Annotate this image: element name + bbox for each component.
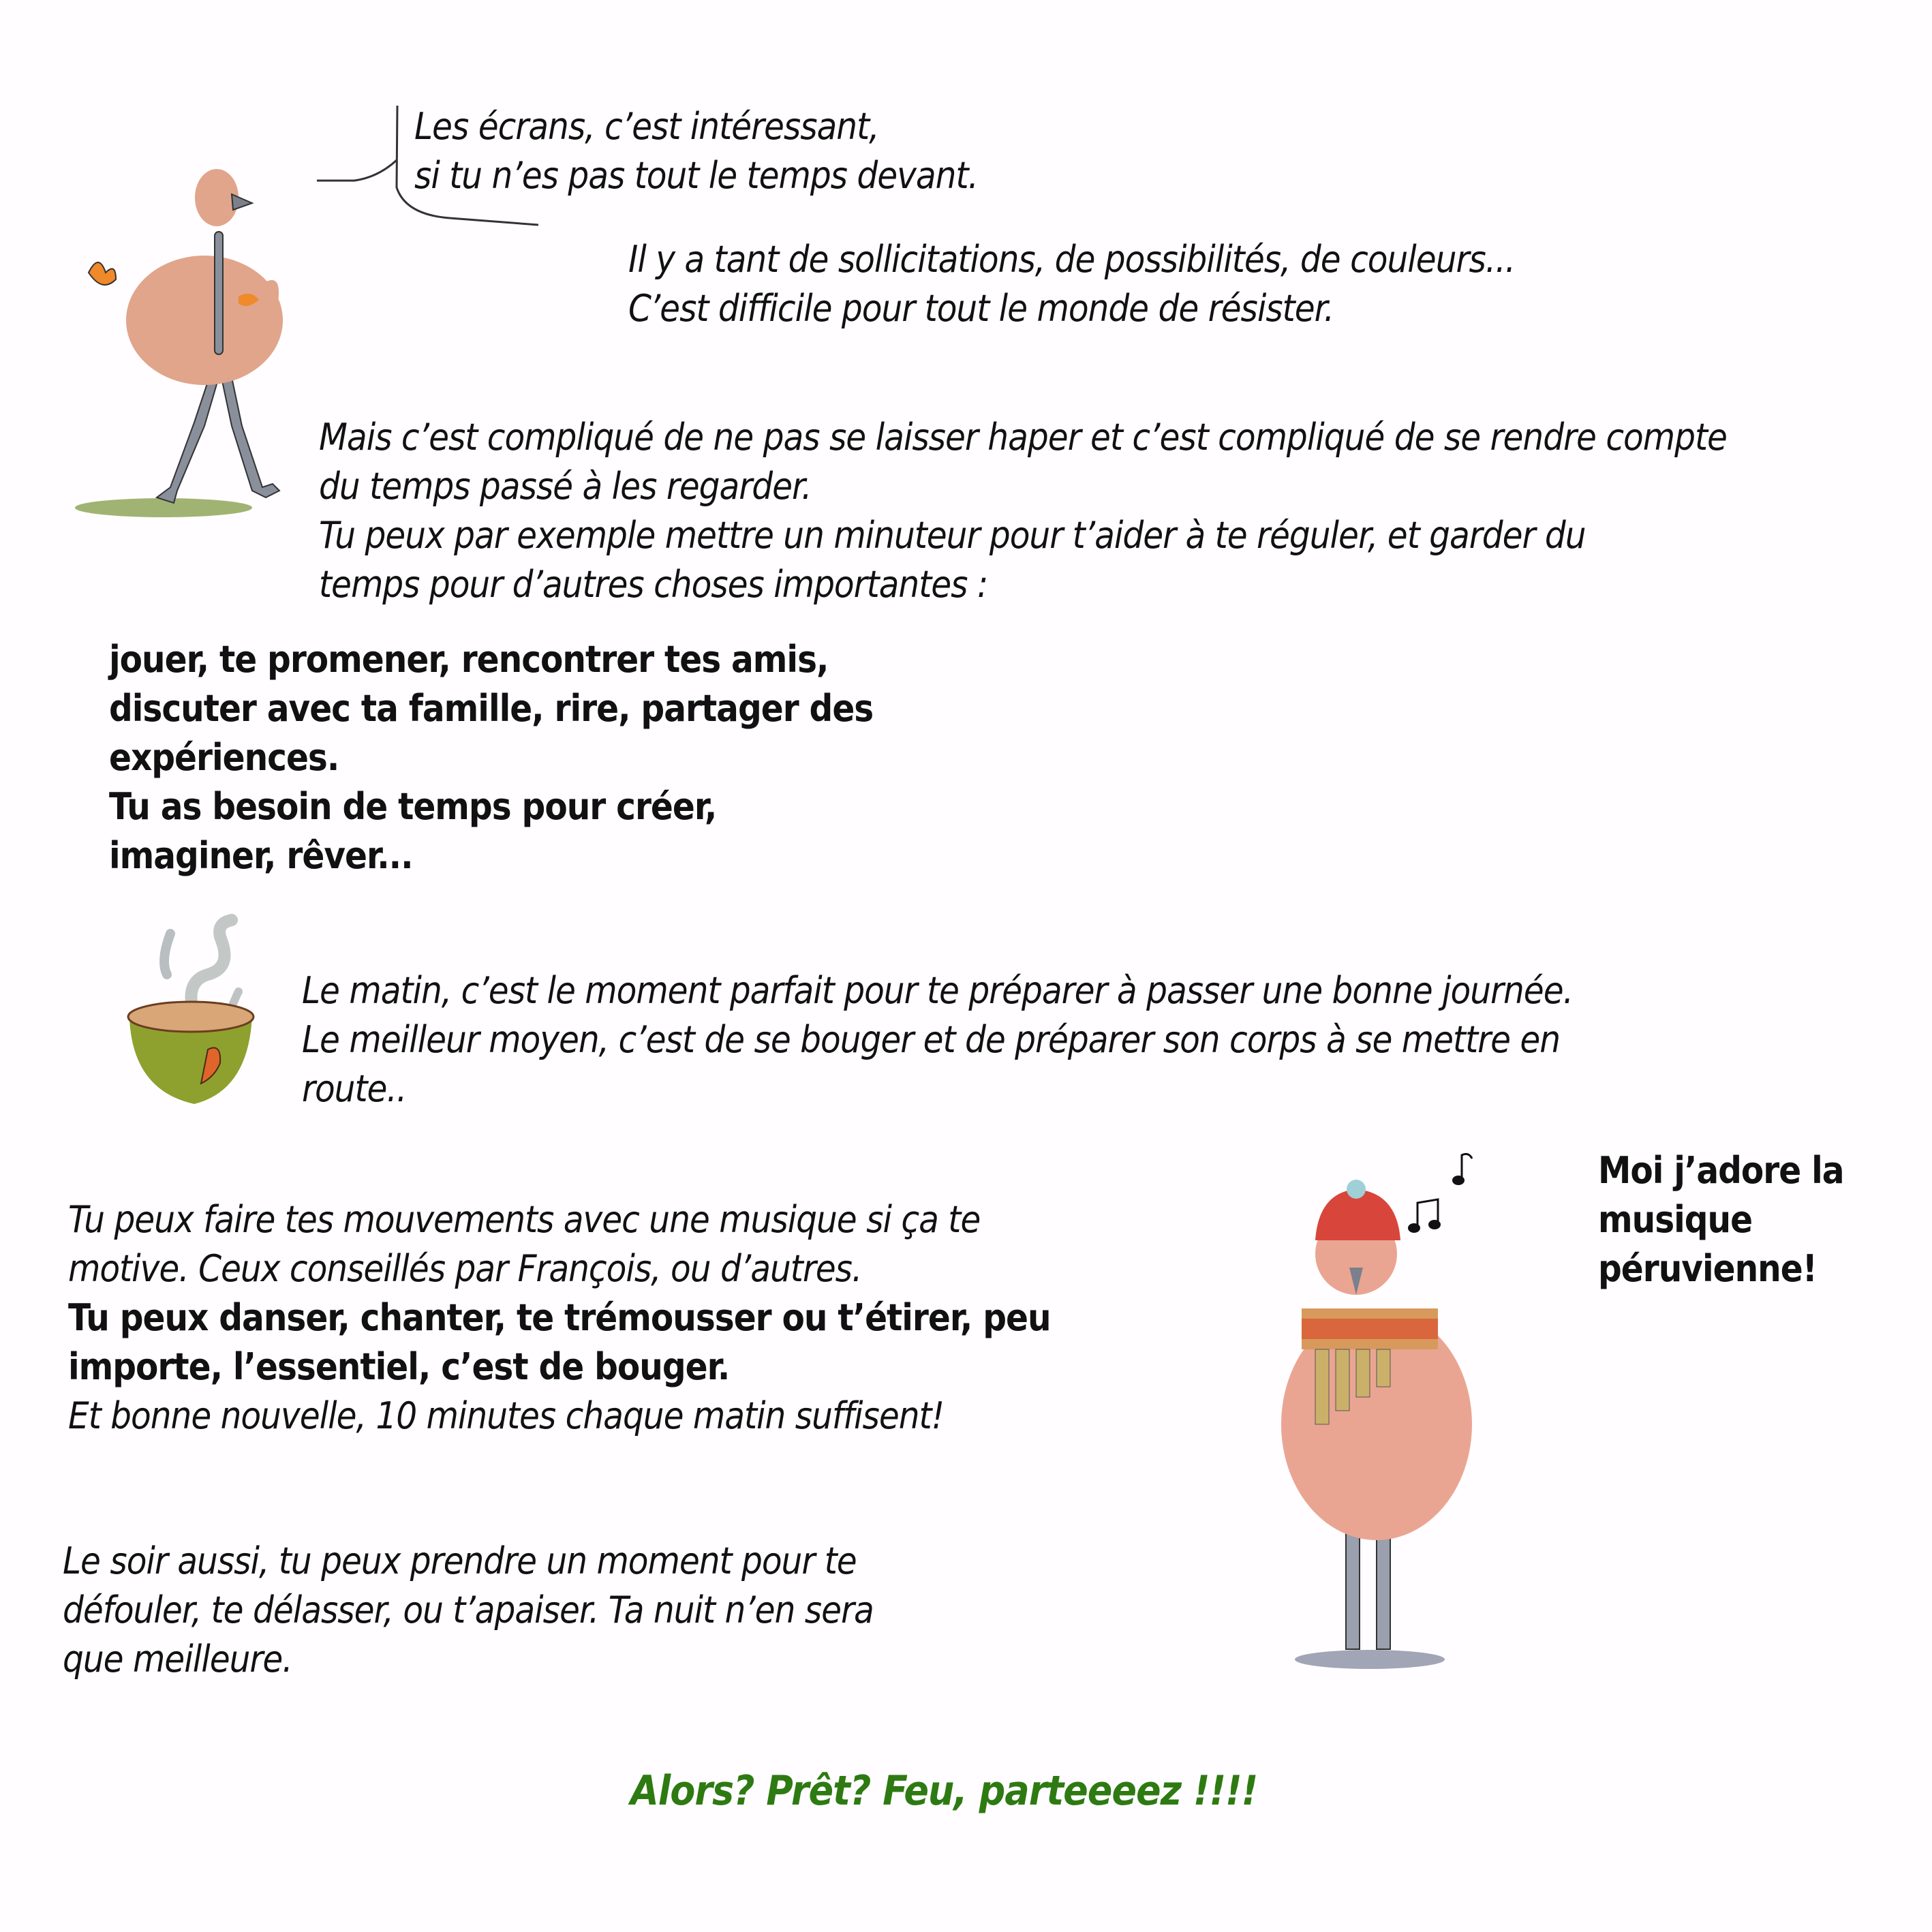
text-line: Et bonne nouvelle, 10 minutes chaque matin suffisent! — [68, 1394, 945, 1437]
text-line-bold: importe, l’essentiel, c’est de bouger. — [68, 1345, 730, 1388]
text-line: Tu peux faire tes mouvements avec une musique si ça te — [68, 1198, 981, 1241]
text-line: motive. Ceux conseillés par François, ou d’autres. — [68, 1247, 862, 1290]
text-line: imaginer, rêver... — [109, 834, 413, 877]
movements-paragraph — [68, 1195, 1051, 1441]
steaming-bowl-illustration — [119, 906, 269, 1111]
text-line: que meilleure. — [63, 1638, 292, 1681]
text-line: Tu as besoin de temps pour créer, — [109, 785, 717, 828]
musician-quote — [1598, 1146, 1844, 1293]
evening-paragraph — [63, 1537, 874, 1684]
text-line: péruvienne! — [1598, 1247, 1817, 1290]
text-line: si tu n’es pas tout le temps devant. — [414, 154, 978, 197]
text-line: temps pour d’autres choses importantes : — [319, 563, 988, 606]
text-line-bold: Tu peux danser, chanter, te trémousser ou t’étirer, peu — [68, 1296, 1051, 1339]
musician-ostrich-illustration — [1274, 1152, 1533, 1676]
text-line: musique — [1598, 1198, 1753, 1241]
intro-paragraph — [628, 235, 1515, 333]
text-line: Le meilleur moyen, c’est de se bouger et de préparer son corps à se mettre en — [302, 1018, 1561, 1061]
text-line: C’est difficile pour tout le monde de résister. — [628, 287, 1334, 330]
ostrich-walking-illustration — [68, 116, 300, 525]
text-line: défouler, te délasser, ou t’apaiser. Ta nuit n’en sera — [63, 1589, 874, 1631]
text-line: route.. — [302, 1067, 407, 1110]
important-things-list — [109, 635, 873, 880]
text-line: discuter avec ta famille, rire, partager des — [109, 687, 874, 730]
text-line: Il y a tant de sollicitations, de possibilités, de couleurs... — [628, 238, 1516, 281]
text-line: du temps passé à les regarder. — [319, 465, 812, 508]
morning-paragraph — [302, 966, 1573, 1114]
text-line: Les écrans, c’est intéressant, — [414, 105, 879, 148]
text-line: Mais c’est compliqué de ne pas se laisser haper et c’est compliqué de se rendre compte — [319, 416, 1727, 459]
text-line: Tu peux par exemple mettre un minuteur pour t’aider à te réguler, et garder du — [319, 514, 1586, 557]
closing-call: Alors? Prêt? Feu, parteeeez !!!! — [630, 1767, 1258, 1815]
speech-bubble-text — [414, 102, 978, 200]
screens-paragraph — [319, 413, 1727, 609]
text-line: Le soir aussi, tu peux prendre un moment pour te — [63, 1539, 857, 1582]
text-line: expériences. — [109, 736, 339, 779]
text-line: jouer, te promener, rencontrer tes amis, — [109, 638, 829, 681]
text-line: Moi j’adore la — [1598, 1149, 1844, 1192]
text-line: Le matin, c’est le moment parfait pour te préparer à passer une bonne journée. — [302, 969, 1574, 1012]
